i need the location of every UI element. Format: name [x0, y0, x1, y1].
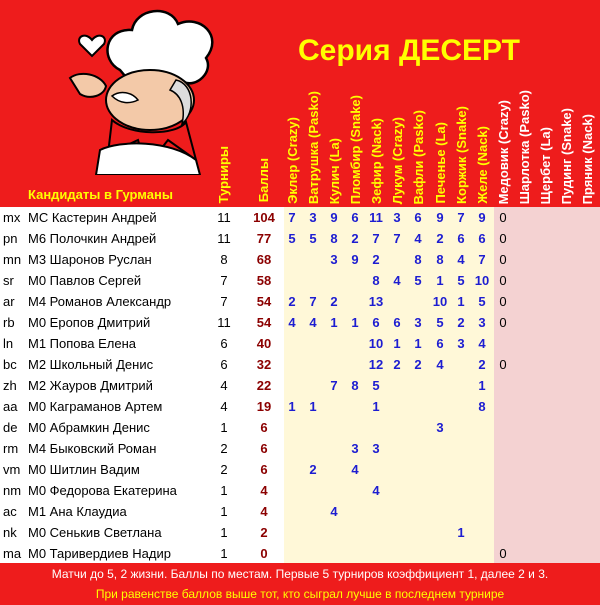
score-cell: 2	[330, 294, 338, 309]
table-row	[0, 249, 600, 270]
tiebreak-note: При равенстве баллов выше тот, кто сыграл лучше в последнем турнире	[95, 587, 505, 601]
player-code: mx	[3, 210, 21, 225]
tournaments-count: 11	[217, 231, 231, 246]
player-name: М0 Таривердиев Надир	[28, 546, 171, 561]
score-cell: 8	[330, 231, 338, 246]
score-cell: 4	[330, 504, 338, 519]
score-cell: 5	[478, 294, 486, 309]
points-total: 4	[260, 483, 268, 498]
table-row	[0, 417, 600, 438]
score-cell: 7	[288, 210, 296, 225]
player-name: М0 Каграманов Артем	[28, 399, 163, 414]
event-header: Кулич (La)	[327, 137, 342, 204]
player-name: М4 Романов Александр	[28, 294, 172, 309]
score-cell: 8	[414, 252, 422, 267]
player-name: МС Кастерин Андрей	[28, 210, 157, 225]
score-cell: 10	[368, 336, 384, 351]
score-cell: 2	[309, 462, 317, 477]
player-code: ln	[3, 336, 14, 351]
score-cell: 1	[457, 525, 465, 540]
tournaments-count: 6	[220, 357, 228, 372]
player-name: М2 Жауров Дмитрий	[28, 378, 153, 393]
score-cell: 7	[309, 294, 317, 309]
score-cell: 1	[330, 315, 338, 330]
score-cell: 3	[457, 336, 465, 351]
score-cell: 6	[414, 210, 422, 225]
score-cell: 2	[478, 357, 486, 372]
tournaments-count: 1	[220, 483, 228, 498]
event-header: Печенье (La)	[433, 122, 448, 204]
score-cell: 3	[351, 441, 359, 456]
tournaments-count: 1	[220, 504, 228, 519]
score-cell: 4	[288, 315, 296, 330]
score-cell: 5	[457, 273, 465, 288]
score-cell: 0	[499, 273, 507, 288]
score-cell: 2	[288, 294, 296, 309]
table-row	[0, 291, 600, 312]
score-cell: 1	[351, 315, 359, 330]
tournaments-count: 4	[220, 399, 228, 414]
table-row	[0, 543, 600, 564]
player-code: de	[3, 420, 18, 435]
player-name: М0 Павлов Сергей	[28, 273, 142, 288]
score-cell: 3	[372, 441, 380, 456]
score-cell: 11	[369, 210, 383, 225]
tournaments-count: 6	[220, 336, 228, 351]
table-row	[0, 228, 600, 249]
tournaments-count: 7	[220, 273, 228, 288]
score-cell: 7	[478, 252, 486, 267]
table-row	[0, 480, 600, 501]
event-header: Ватрушка (Pasko)	[306, 90, 321, 204]
points-total: 6	[260, 462, 268, 477]
score-cell: 6	[351, 210, 359, 225]
score-cell: 3	[309, 210, 317, 225]
table-row	[0, 522, 600, 543]
player-code: rb	[3, 315, 15, 330]
tournaments-count: 2	[220, 462, 228, 477]
points-total: 4	[260, 504, 268, 519]
col-header-points: Баллы	[256, 158, 271, 203]
points-total: 32	[256, 357, 272, 372]
event-header: Пудинг (Snake)	[559, 107, 574, 204]
event-header: Коржик (Snake)	[454, 106, 469, 204]
score-cell: 1	[372, 399, 380, 414]
player-name: М4 Быковский Роман	[28, 441, 157, 456]
score-cell: 6	[478, 231, 486, 246]
score-cell: 9	[330, 210, 338, 225]
points-total: 0	[260, 546, 268, 561]
score-cell: 7	[330, 378, 338, 393]
score-cell: 7	[457, 210, 465, 225]
score-cell: 0	[499, 546, 507, 561]
score-cell: 5	[436, 315, 444, 330]
score-cell: 2	[457, 315, 465, 330]
score-cell: 5	[372, 378, 380, 393]
player-code: vm	[3, 462, 21, 477]
player-name: М6 Полочкин Андрей	[28, 231, 157, 246]
player-code: zh	[3, 378, 17, 393]
points-total: 77	[256, 231, 272, 246]
player-name: М3 Шаронов Руслан	[28, 252, 152, 267]
score-cell: 0	[499, 294, 507, 309]
score-cell: 1	[457, 294, 465, 309]
score-cell: 1	[393, 336, 401, 351]
score-cell: 8	[372, 273, 380, 288]
score-cell: 3	[393, 210, 401, 225]
points-total: 19	[256, 399, 272, 414]
score-cell: 2	[372, 252, 380, 267]
player-code: rm	[3, 441, 19, 456]
points-total: 40	[256, 336, 272, 351]
score-cell: 4	[372, 483, 380, 498]
table-row	[0, 312, 600, 333]
player-name: М1 Попова Елена	[28, 336, 137, 351]
score-cell: 3	[414, 315, 422, 330]
tournaments-count: 1	[220, 420, 228, 435]
player-code: ar	[3, 294, 15, 309]
score-cell: 2	[414, 357, 422, 372]
tournaments-count: 11	[217, 210, 231, 225]
tournaments-count: 1	[220, 525, 228, 540]
tournaments-count: 2	[220, 441, 228, 456]
player-name: М0 Еропов Дмитрий	[28, 315, 151, 330]
score-cell: 7	[372, 231, 380, 246]
player-name: М0 Сенькив Светлана	[28, 525, 162, 540]
score-cell: 13	[368, 294, 384, 309]
points-total: 54	[256, 294, 272, 309]
score-cell: 4	[309, 315, 317, 330]
player-code: pn	[3, 231, 18, 246]
score-cell: 12	[368, 357, 384, 372]
table-row	[0, 459, 600, 480]
score-cell: 1	[436, 273, 444, 288]
event-header: Лукум (Crazy)	[390, 116, 405, 204]
points-total: 104	[253, 210, 275, 225]
score-cell: 5	[414, 273, 422, 288]
col-header-tournaments: Турниры	[216, 146, 231, 204]
table-row	[0, 438, 600, 459]
score-cell: 9	[478, 210, 486, 225]
points-total: 6	[260, 441, 268, 456]
score-cell: 0	[499, 357, 507, 372]
tournaments-count: 8	[220, 252, 228, 267]
tournaments-count: 7	[220, 294, 228, 309]
event-header: Эклер (Crazy)	[285, 117, 300, 204]
score-cell: 9	[351, 252, 359, 267]
event-header: Медовик (Crazy)	[496, 99, 511, 204]
points-total: 2	[260, 525, 268, 540]
score-cell: 4	[457, 252, 465, 267]
score-cell: 0	[499, 210, 507, 225]
score-cell: 4	[436, 357, 444, 372]
score-cell: 9	[436, 210, 444, 225]
table-row	[0, 501, 600, 522]
score-cell: 1	[478, 378, 486, 393]
tournaments-count: 4	[220, 378, 228, 393]
points-total: 54	[256, 315, 272, 330]
candidates-label: Кандидаты в Гурманы	[28, 187, 173, 202]
player-code: sr	[3, 273, 14, 288]
table-row	[0, 270, 600, 291]
player-code: aa	[3, 399, 18, 414]
series-title: Серия ДЕСЕРТ	[298, 34, 520, 67]
score-cell: 8	[478, 399, 486, 414]
score-cell: 8	[351, 378, 359, 393]
player-code: ma	[3, 546, 22, 561]
score-cell: 6	[457, 231, 465, 246]
points-total: 68	[256, 252, 272, 267]
player-name: М1 Ана Клаудиа	[28, 504, 127, 519]
player-name: М0 Шитлин Вадим	[28, 462, 140, 477]
score-cell: 0	[499, 315, 507, 330]
player-name: М0 Абрамкин Денис	[28, 420, 150, 435]
event-header: Пломбир (Snake)	[348, 94, 363, 204]
tournaments-count: 1	[220, 546, 228, 561]
score-cell: 4	[351, 462, 359, 477]
score-cell: 2	[436, 231, 444, 246]
score-cell: 10	[432, 294, 448, 309]
score-cell: 4	[414, 231, 422, 246]
player-code: mn	[3, 252, 22, 267]
score-cell: 2	[393, 357, 401, 372]
table-row	[0, 207, 600, 228]
score-cell: 2	[351, 231, 359, 246]
score-cell: 6	[436, 336, 444, 351]
score-cell: 4	[478, 336, 486, 351]
score-cell: 3	[478, 315, 486, 330]
tournaments-count: 11	[217, 315, 231, 330]
chef-logo	[0, 0, 250, 175]
player-code: nk	[3, 525, 17, 540]
event-header: Щербет (La)	[538, 126, 553, 204]
player-code: ac	[3, 504, 17, 519]
score-cell: 0	[499, 252, 507, 267]
points-total: 22	[256, 378, 272, 393]
points-total: 58	[256, 273, 272, 288]
score-cell: 5	[288, 231, 296, 246]
event-header: Вафли (Pasko)	[411, 109, 426, 204]
rules-note: Матчи до 5, 2 жизни. Баллы по местам. Первые 5 турниров коэффициент 1, далее 2 и 3.	[51, 567, 549, 581]
event-header: Шарлотка (Pasko)	[517, 89, 532, 204]
score-cell: 3	[436, 420, 444, 435]
score-cell: 7	[393, 231, 401, 246]
score-cell: 8	[436, 252, 444, 267]
score-cell: 1	[288, 399, 296, 414]
score-cell: 1	[309, 399, 317, 414]
score-cell: 1	[414, 336, 422, 351]
score-cell: 4	[393, 273, 401, 288]
points-total: 6	[260, 420, 268, 435]
score-cell: 10	[474, 273, 490, 288]
score-cell: 6	[393, 315, 401, 330]
table-row	[0, 396, 600, 417]
table-row	[0, 375, 600, 396]
score-cell: 0	[499, 231, 507, 246]
player-name: М2 Школьный Денис	[28, 357, 154, 372]
table-row	[0, 354, 600, 375]
player-name: М0 Федорова Екатерина	[28, 483, 177, 498]
score-cell: 3	[330, 252, 338, 267]
score-cell: 5	[309, 231, 317, 246]
event-header: Пряник (Nack)	[580, 113, 595, 204]
event-header: Желе (Nack)	[475, 126, 490, 204]
player-code: nm	[3, 483, 22, 498]
score-cell: 6	[372, 315, 380, 330]
player-code: bc	[3, 357, 17, 372]
table-row	[0, 333, 600, 354]
event-header: Зефир (Nack)	[369, 117, 384, 204]
